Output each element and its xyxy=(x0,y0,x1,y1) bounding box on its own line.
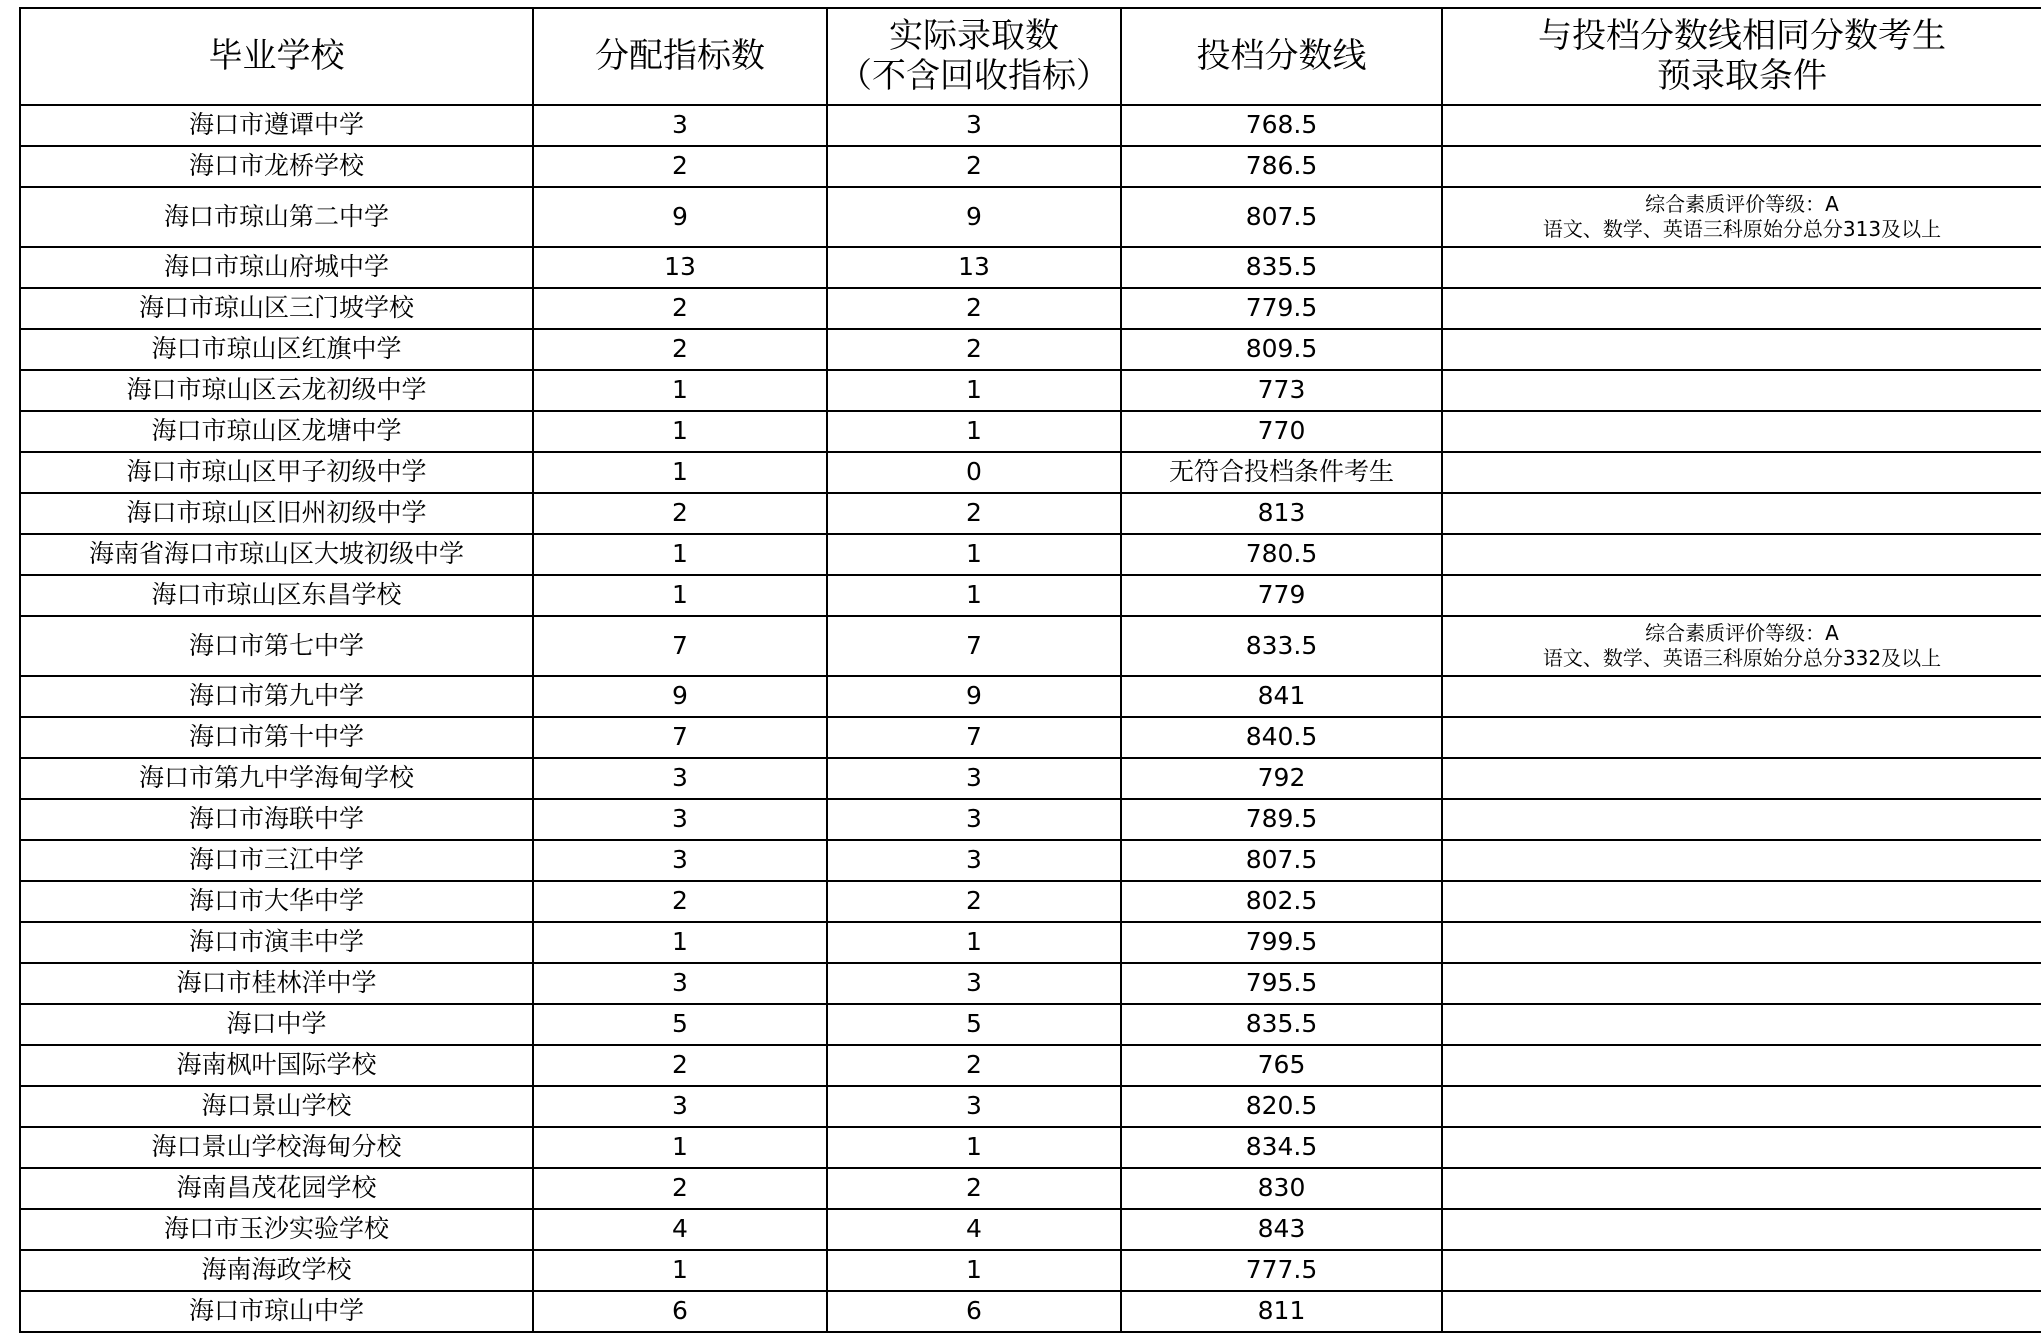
cell-admitted: 2 xyxy=(827,881,1121,922)
cell-quota: 3 xyxy=(533,963,827,1004)
table-row xyxy=(20,1168,2041,1209)
cell-quota: 6 xyxy=(533,1291,827,1332)
cell-quota: 1 xyxy=(533,452,827,493)
cell-cutoff: 779 xyxy=(1121,575,1442,616)
cell-admitted: 1 xyxy=(827,1250,1121,1291)
table-row xyxy=(20,288,2041,329)
cell-school: 海口市琼山区东昌学校 xyxy=(20,575,533,616)
cell-condition xyxy=(1442,247,2041,288)
cell-school: 海口市遵谭中学 xyxy=(20,105,533,146)
cell-quota: 1 xyxy=(533,1250,827,1291)
cell-cutoff: 834.5 xyxy=(1121,1127,1442,1168)
cell-condition xyxy=(1442,288,2041,329)
cell-condition xyxy=(1442,922,2041,963)
table-row xyxy=(20,370,2041,411)
cell-school: 海口市琼山区甲子初级中学 xyxy=(20,452,533,493)
table-row xyxy=(20,411,2041,452)
cell-quota: 9 xyxy=(533,676,827,717)
cell-school: 海口市三江中学 xyxy=(20,840,533,881)
cell-admitted: 3 xyxy=(827,1086,1121,1127)
cell-cutoff: 773 xyxy=(1121,370,1442,411)
table-row xyxy=(20,1127,2041,1168)
table-row xyxy=(20,1250,2041,1291)
cell-condition xyxy=(1442,1045,2041,1086)
cell-school: 海口市琼山区云龙初级中学 xyxy=(20,370,533,411)
cell-quota: 2 xyxy=(533,493,827,534)
table-row xyxy=(20,146,2041,187)
cell-condition xyxy=(1442,799,2041,840)
cell-quota: 4 xyxy=(533,1209,827,1250)
cell-condition xyxy=(1442,105,2041,146)
cell-school: 海口市海联中学 xyxy=(20,799,533,840)
cell-school: 海口市琼山第二中学 xyxy=(20,187,533,247)
cell-school: 海口市第九中学海甸学校 xyxy=(20,758,533,799)
cell-cutoff: 792 xyxy=(1121,758,1442,799)
cell-admitted: 2 xyxy=(827,329,1121,370)
cell-school: 海南枫叶国际学校 xyxy=(20,1045,533,1086)
cell-admitted: 2 xyxy=(827,1168,1121,1209)
table-row xyxy=(20,493,2041,534)
cell-admitted: 1 xyxy=(827,370,1121,411)
cell-quota: 5 xyxy=(533,1004,827,1045)
cell-cutoff: 830 xyxy=(1121,1168,1442,1209)
cell-admitted: 7 xyxy=(827,717,1121,758)
cell-cutoff: 786.5 xyxy=(1121,146,1442,187)
cell-cutoff: 780.5 xyxy=(1121,534,1442,575)
cell-quota: 2 xyxy=(533,1168,827,1209)
cell-school: 海口市第七中学 xyxy=(20,616,533,676)
table-row xyxy=(20,963,2041,1004)
cell-cutoff: 843 xyxy=(1121,1209,1442,1250)
cell-admitted: 9 xyxy=(827,676,1121,717)
cell-admitted: 5 xyxy=(827,1004,1121,1045)
table-row xyxy=(20,329,2041,370)
header-admitted-line2: （不含回收指标） xyxy=(838,55,1110,96)
cell-condition xyxy=(1442,840,2041,881)
cell-admitted: 1 xyxy=(827,1127,1121,1168)
cell-quota: 1 xyxy=(533,575,827,616)
cell-condition xyxy=(1442,534,2041,575)
cell-condition xyxy=(1442,146,2041,187)
cell-condition xyxy=(1442,1086,2041,1127)
cell-school: 海口市琼山府城中学 xyxy=(20,247,533,288)
cell-cutoff: 770 xyxy=(1121,411,1442,452)
cell-school: 海口市琼山中学 xyxy=(20,1291,533,1332)
cell-cutoff: 807.5 xyxy=(1121,187,1442,247)
cell-cutoff: 799.5 xyxy=(1121,922,1442,963)
cell-admitted: 3 xyxy=(827,799,1121,840)
cell-cutoff: 820.5 xyxy=(1121,1086,1442,1127)
table-row xyxy=(20,1291,2041,1332)
condition-line: 综合素质评价等级：A xyxy=(1645,192,1839,216)
header-condition-line1: 与投档分数线相同分数考生 xyxy=(1538,16,1946,57)
header-quota: 分配指标数 xyxy=(533,8,827,105)
cell-school: 海口市琼山区三门坡学校 xyxy=(20,288,533,329)
header-cutoff: 投档分数线 xyxy=(1121,8,1442,105)
header-admitted-line1: 实际录取数 xyxy=(889,16,1059,57)
cell-school: 海南省海口市琼山区大坡初级中学 xyxy=(20,534,533,575)
cell-admitted: 13 xyxy=(827,247,1121,288)
cell-school: 海口景山学校 xyxy=(20,1086,533,1127)
condition-line: 语文、数学、英语三科原始分总分313及以上 xyxy=(1542,217,1942,241)
cell-condition xyxy=(1442,963,2041,1004)
cell-admitted: 7 xyxy=(827,616,1121,676)
cell-school: 海口市玉沙实验学校 xyxy=(20,1209,533,1250)
table-row xyxy=(20,187,2041,247)
cell-cutoff: 813 xyxy=(1121,493,1442,534)
cell-cutoff: 768.5 xyxy=(1121,105,1442,146)
cell-condition xyxy=(1442,1250,2041,1291)
table-row xyxy=(20,1045,2041,1086)
cell-condition xyxy=(1442,1004,2041,1045)
table-row xyxy=(20,840,2041,881)
cell-quota: 2 xyxy=(533,1045,827,1086)
cell-condition xyxy=(1442,329,2041,370)
table-row xyxy=(20,1086,2041,1127)
cell-condition xyxy=(1442,1168,2041,1209)
admission-table xyxy=(19,7,2041,1333)
cell-condition xyxy=(1442,1209,2041,1250)
cell-condition xyxy=(1442,616,2041,676)
cell-condition xyxy=(1442,717,2041,758)
cell-cutoff: 789.5 xyxy=(1121,799,1442,840)
table-row xyxy=(20,452,2041,493)
cell-school: 海口市琼山区红旗中学 xyxy=(20,329,533,370)
condition-line: 综合素质评价等级：A xyxy=(1645,621,1839,645)
table-row xyxy=(20,676,2041,717)
cell-cutoff: 807.5 xyxy=(1121,840,1442,881)
cell-condition xyxy=(1442,1127,2041,1168)
cell-quota: 1 xyxy=(533,411,827,452)
table-header-row xyxy=(20,8,2041,105)
cell-cutoff: 795.5 xyxy=(1121,963,1442,1004)
table-row xyxy=(20,575,2041,616)
cell-condition xyxy=(1442,1291,2041,1332)
cell-school: 海口景山学校海甸分校 xyxy=(20,1127,533,1168)
cell-condition xyxy=(1442,411,2041,452)
cell-cutoff: 835.5 xyxy=(1121,247,1442,288)
cell-condition xyxy=(1442,493,2041,534)
cell-admitted: 9 xyxy=(827,187,1121,247)
cell-school: 海口市龙桥学校 xyxy=(20,146,533,187)
cell-quota: 3 xyxy=(533,840,827,881)
table-row xyxy=(20,616,2041,676)
cell-cutoff: 811 xyxy=(1121,1291,1442,1332)
cell-school: 海口市大华中学 xyxy=(20,881,533,922)
cell-cutoff: 无符合投档条件考生 xyxy=(1121,452,1442,493)
cell-quota: 3 xyxy=(533,799,827,840)
cell-admitted: 6 xyxy=(827,1291,1121,1332)
cell-admitted: 3 xyxy=(827,840,1121,881)
cell-school: 海口市第九中学 xyxy=(20,676,533,717)
cell-quota: 13 xyxy=(533,247,827,288)
cell-admitted: 3 xyxy=(827,105,1121,146)
cell-school: 海南海政学校 xyxy=(20,1250,533,1291)
cell-condition xyxy=(1442,575,2041,616)
cell-condition xyxy=(1442,187,2041,247)
header-school: 毕业学校 xyxy=(20,8,533,105)
condition-line: 语文、数学、英语三科原始分总分332及以上 xyxy=(1542,646,1942,670)
cell-school: 海口中学 xyxy=(20,1004,533,1045)
cell-admitted: 1 xyxy=(827,575,1121,616)
cell-quota: 1 xyxy=(533,534,827,575)
table-row xyxy=(20,922,2041,963)
cell-condition xyxy=(1442,676,2041,717)
cell-quota: 3 xyxy=(533,758,827,799)
cell-quota: 3 xyxy=(533,105,827,146)
table-row xyxy=(20,1209,2041,1250)
table-row xyxy=(20,881,2041,922)
cell-cutoff: 765 xyxy=(1121,1045,1442,1086)
table-row xyxy=(20,1004,2041,1045)
cell-quota: 1 xyxy=(533,1127,827,1168)
cell-quota: 7 xyxy=(533,616,827,676)
cell-quota: 1 xyxy=(533,370,827,411)
cell-admitted: 1 xyxy=(827,922,1121,963)
cell-condition xyxy=(1442,758,2041,799)
table-row xyxy=(20,247,2041,288)
cell-admitted: 1 xyxy=(827,411,1121,452)
cell-admitted: 2 xyxy=(827,1045,1121,1086)
cell-cutoff: 779.5 xyxy=(1121,288,1442,329)
header-condition xyxy=(1442,8,2041,105)
cell-quota: 7 xyxy=(533,717,827,758)
cell-school: 海口市第十中学 xyxy=(20,717,533,758)
cell-admitted: 3 xyxy=(827,758,1121,799)
cell-condition xyxy=(1442,881,2041,922)
cell-cutoff: 777.5 xyxy=(1121,1250,1442,1291)
cell-admitted: 1 xyxy=(827,534,1121,575)
cell-admitted: 0 xyxy=(827,452,1121,493)
table-row xyxy=(20,534,2041,575)
cell-quota: 3 xyxy=(533,1086,827,1127)
cell-cutoff: 802.5 xyxy=(1121,881,1442,922)
cell-cutoff: 841 xyxy=(1121,676,1442,717)
cell-admitted: 3 xyxy=(827,963,1121,1004)
table-row xyxy=(20,105,2041,146)
cell-school: 海口市琼山区旧州初级中学 xyxy=(20,493,533,534)
cell-cutoff: 833.5 xyxy=(1121,616,1442,676)
cell-quota: 2 xyxy=(533,288,827,329)
cell-quota: 9 xyxy=(533,187,827,247)
table-body xyxy=(20,105,2041,1332)
cell-cutoff: 809.5 xyxy=(1121,329,1442,370)
cell-school: 海口市桂林洋中学 xyxy=(20,963,533,1004)
cell-quota: 2 xyxy=(533,146,827,187)
cell-condition xyxy=(1442,370,2041,411)
cell-quota: 2 xyxy=(533,329,827,370)
cell-admitted: 2 xyxy=(827,493,1121,534)
cell-condition xyxy=(1442,452,2041,493)
cell-cutoff: 835.5 xyxy=(1121,1004,1442,1045)
cell-quota: 2 xyxy=(533,881,827,922)
cell-school: 海口市琼山区龙塘中学 xyxy=(20,411,533,452)
cell-school: 海口市演丰中学 xyxy=(20,922,533,963)
cell-admitted: 4 xyxy=(827,1209,1121,1250)
table-row xyxy=(20,717,2041,758)
cell-admitted: 2 xyxy=(827,146,1121,187)
cell-cutoff: 840.5 xyxy=(1121,717,1442,758)
admission-table-sheet xyxy=(19,7,2041,1333)
table-row xyxy=(20,799,2041,840)
header-admitted xyxy=(827,8,1121,105)
cell-school: 海南昌茂花园学校 xyxy=(20,1168,533,1209)
header-condition-line2: 预录取条件 xyxy=(1657,55,1827,96)
cell-admitted: 2 xyxy=(827,288,1121,329)
table-row xyxy=(20,758,2041,799)
cell-quota: 1 xyxy=(533,922,827,963)
